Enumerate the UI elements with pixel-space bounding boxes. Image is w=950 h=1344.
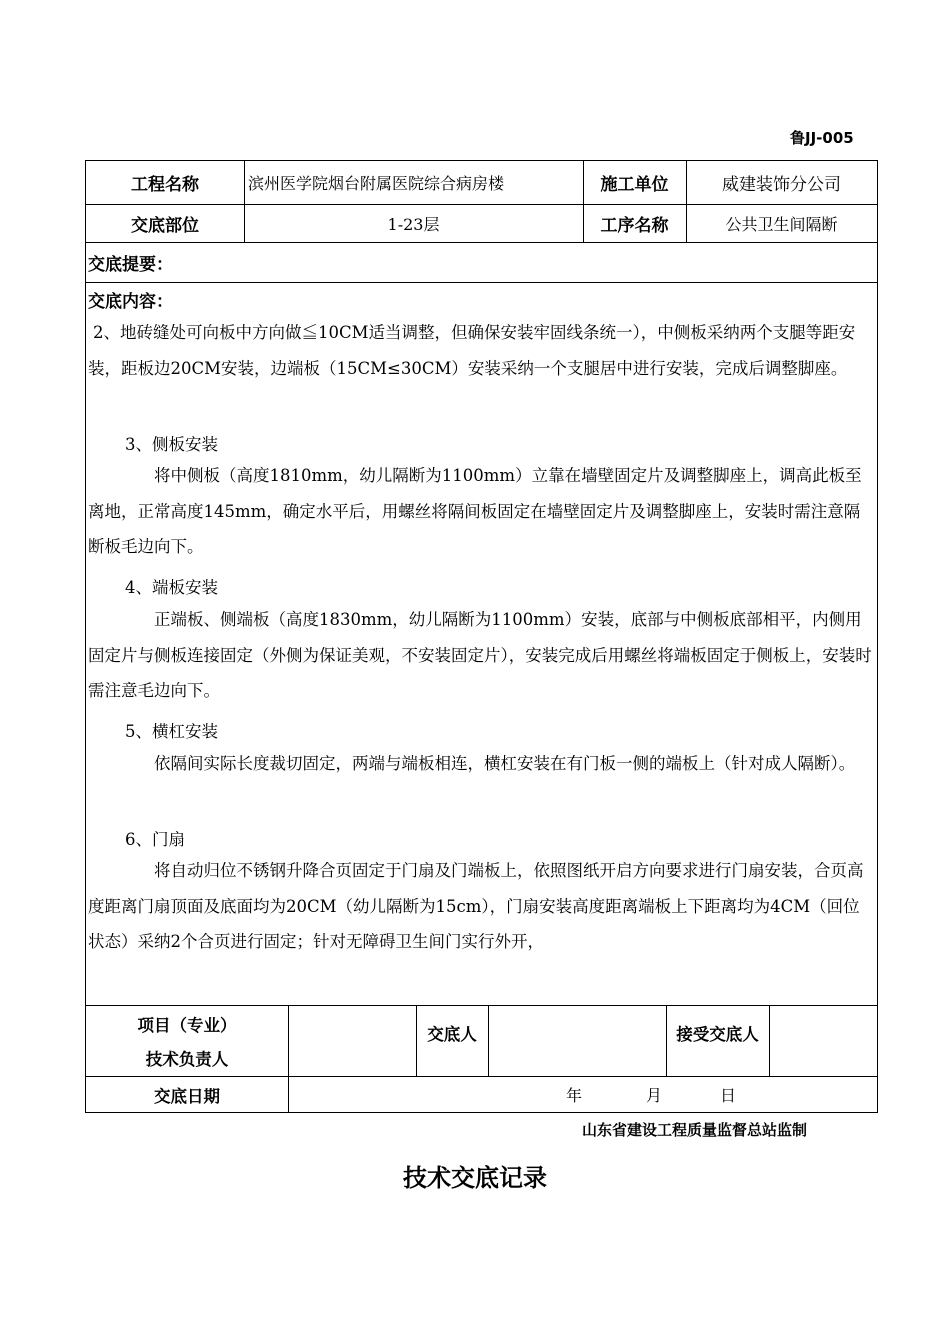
form-code: 鲁JJ-005 [790, 129, 854, 147]
content-paragraph-6: 将自动归位不锈钢升降合页固定于门扇及门端板上，依照图纸开启方向要求进行门扇安装，合页高度距离门扇顶面及底面均为20CM（幼儿隔断为15cm），门扇安装高度距离端板上下距离均为4CM（回位状态）采纳2个合页进行固定；针对无障碍卫生间门实行外开， [88, 861, 864, 951]
discloser-label: 交底人 [427, 1024, 477, 1044]
date-year: 年 [566, 1086, 583, 1105]
content-heading-5: 5、横杠安装 [125, 722, 218, 741]
date-label: 交底日期 [154, 1086, 220, 1106]
location-value: 1-23层 [387, 214, 440, 234]
summary-label: 交底提要： [88, 254, 173, 275]
row-divider [86, 282, 877, 283]
content-label: 交底内容： [88, 292, 173, 312]
date-month: 月 [646, 1086, 663, 1105]
tech-lead-label [86, 1005, 288, 1076]
date-field[interactable] [288, 1076, 877, 1113]
tech-lead-label-line-1: 项目（专业） [137, 1015, 237, 1035]
receiver-label: 接受交底人 [676, 1024, 759, 1044]
project-name-value: 滨州医学院烟台附属医院综合病房楼 [248, 174, 505, 193]
row-divider [86, 242, 877, 243]
content-heading-4: 4、端板安装 [125, 578, 218, 597]
process-label: 工序名称 [600, 215, 669, 236]
content-paragraph-5: 依隔间实际长度裁切固定，两端与端板相连，横杠安装在有门板一侧的端板上（针对成人隔断）。 [154, 754, 856, 773]
contractor-label: 施工单位 [600, 175, 669, 195]
content-heading-3: 3、侧板安装 [125, 435, 218, 454]
tech-lead-signature-field[interactable] [288, 1005, 416, 1076]
content-heading-6: 6、门扇 [125, 830, 185, 849]
document-title: 技术交底记录 [403, 1164, 547, 1192]
project-name-label: 工程名称 [131, 175, 199, 195]
discloser-signature-field[interactable] [488, 1005, 666, 1076]
receiver-signature-field[interactable] [769, 1005, 877, 1076]
footer-note: 山东省建设工程质量监督总站监制 [582, 1121, 808, 1139]
date-day: 日 [720, 1086, 737, 1105]
content-paragraph-2: 2、地砖缝处可向板中方向做≦10CM适当调整，但确保安装牢固线条统一），中侧板采纳两个支腿等距安装，距板边20CM安装，边端板（15CM≤30CM）安装采纳一个支腿居中进行安装，完成后调整脚座。 [88, 323, 856, 378]
process-value: 公共卫生间隔断 [725, 214, 838, 234]
contractor-value: 威建装饰分公司 [722, 175, 841, 195]
location-label: 交底部位 [131, 215, 199, 236]
content-paragraph-3: 将中侧板（高度1810mm，幼儿隔断为1100mm）立靠在墙壁固定片及调整脚座上，调高此板至离地，正常高度145mm，确定水平后，用螺丝将隔间板固定在墙壁固定片及调整脚座上，安装时需注意隔断板毛边向下。 [88, 466, 862, 556]
tech-lead-label-line-2: 技术负责人 [145, 1049, 229, 1069]
content-paragraph-4: 正端板、侧端板（高度1830mm，幼儿隔断为1100mm）安装，底部与中侧板底部相平，内侧用固定片与侧板连接固定（外侧为保证美观，不安装固定片），安装完成后用螺丝将端板固定于侧板上，安装时需注意毛边向下。 [88, 610, 872, 700]
disclosure-form [85, 160, 878, 1113]
